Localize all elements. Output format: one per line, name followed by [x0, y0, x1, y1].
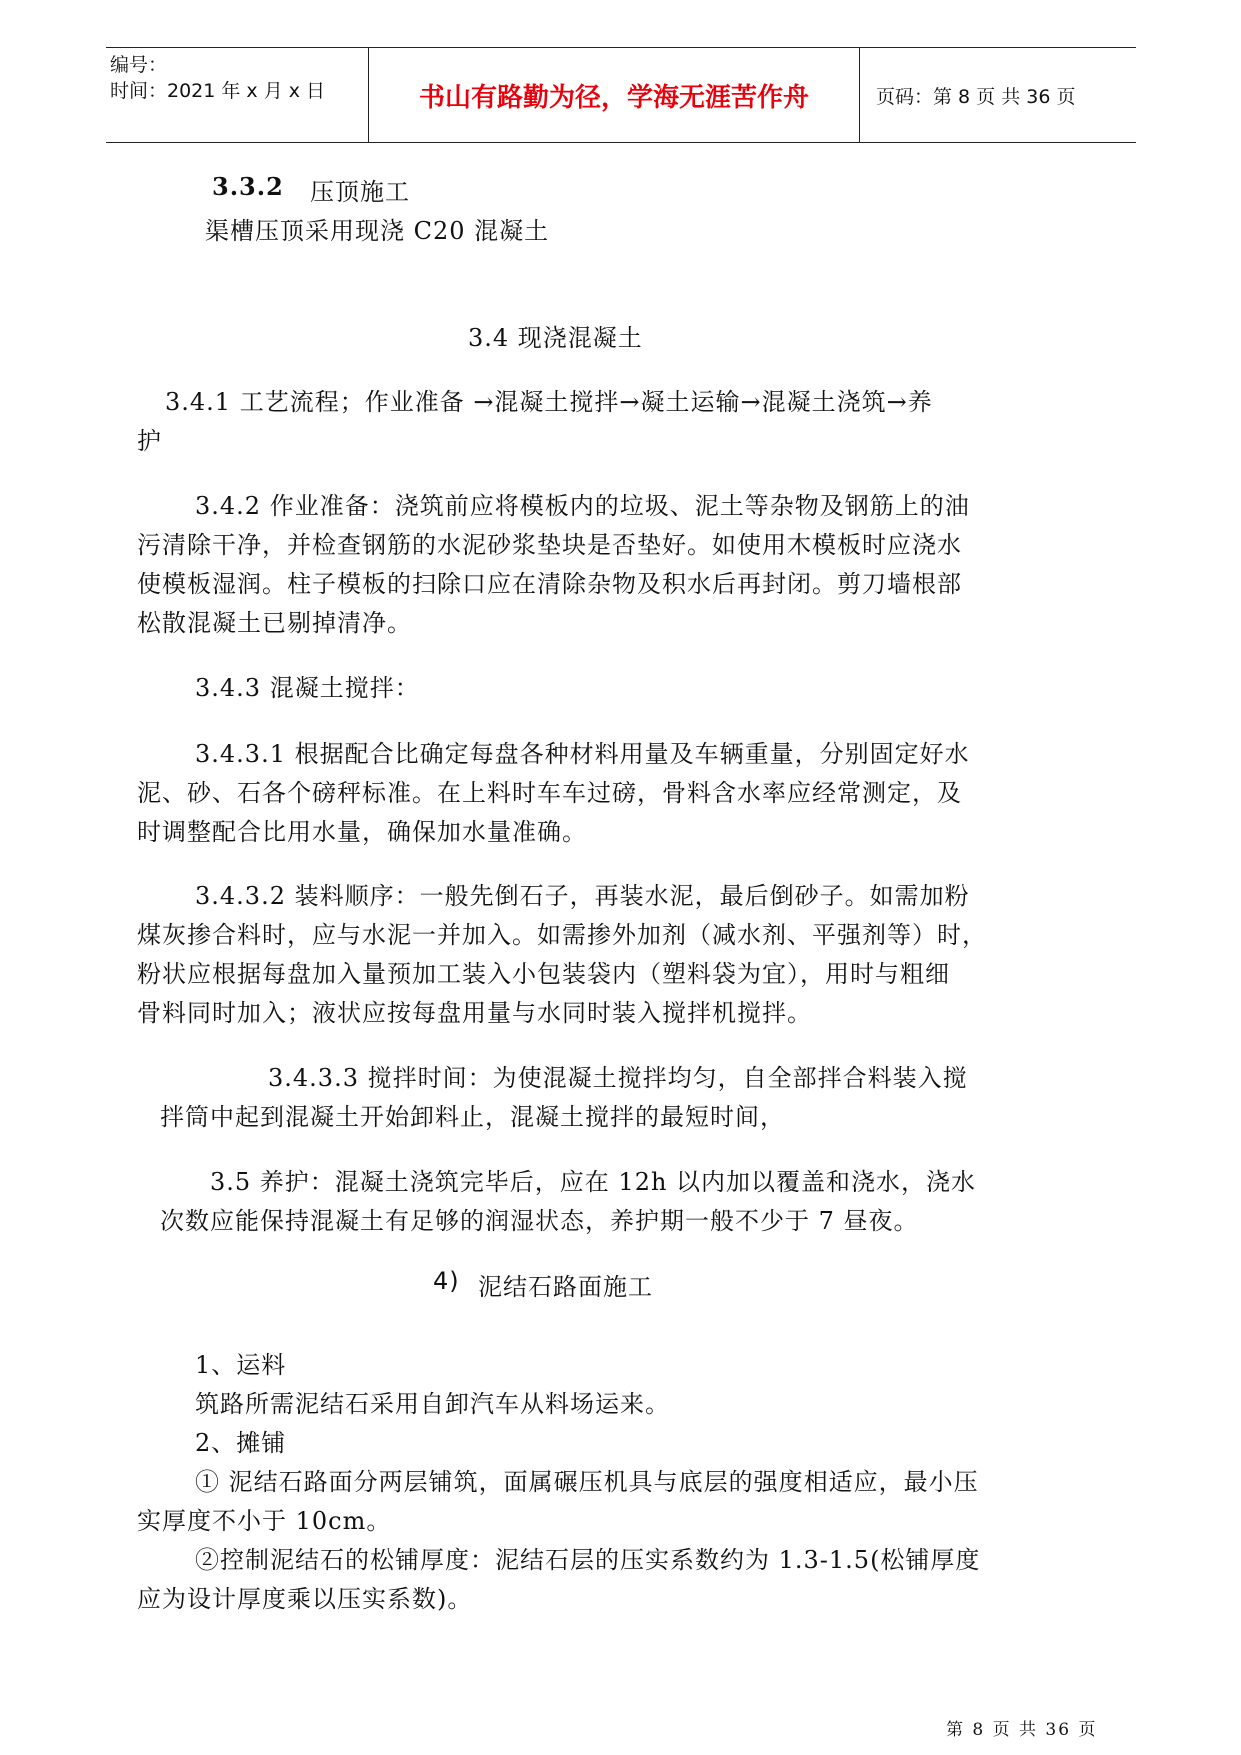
paragraph-line: 污清除干净，并检查钢筋的水泥砂浆垫块是否垫好。如使用木模板时应浇水 [137, 531, 962, 559]
time-label: 时间：2021 年 x 月 x 日 [110, 80, 326, 102]
paragraph-line: 3.4.3.1 根据配合比确定每盘各种材料用量及车辆重量，分别固定好水 [195, 740, 970, 768]
paragraph-line: 应为设计厚度乘以压实系数)。 [137, 1585, 473, 1613]
paragraph-line: 拌筒中起到混凝土开始卸料止，混凝土搅拌的最短时间， [160, 1103, 785, 1131]
paragraph-line: 3.4.3.2 装料顺序：一般先倒石子，再装水泥，最后倒砂子。如需加粉 [195, 882, 970, 910]
header-motto-cell [368, 48, 860, 142]
paragraph-line: 骨料同时加入；液状应按每盘用量与水同时装入搅拌机搅拌。 [137, 999, 812, 1027]
section-heading-3-4: 3.4 现浇混凝土 [468, 324, 643, 352]
paragraph-line: ②控制泥结石的松铺厚度：泥结石层的压实系数约为 1.3-1.5(松铺厚度 [195, 1546, 981, 1574]
page-header [106, 47, 1136, 143]
paragraph-line: 3.4.1 工艺流程；作业准备 →混凝土搅拌→凝土运输→混凝土浇筑→养 [165, 388, 933, 416]
page-footer: 第 8 页 共 36 页 [946, 1720, 1098, 1740]
paragraph-line: 泥、砂、石各个磅秤标准。在上料时车车过磅，骨料含水率应经常测定，及 [137, 779, 962, 807]
paragraph-line: 3.4.3.3 搅拌时间：为使混凝土搅拌均匀，自全部拌合料装入搅 [268, 1064, 968, 1092]
paragraph-line: 实厚度不小于 10cm。 [137, 1507, 392, 1535]
paragraph-line: 3.4.2 作业准备：浇筑前应将模板内的垃圾、泥土等杂物及钢筋上的油 [195, 492, 970, 520]
header-page-cell [858, 48, 1136, 142]
paragraph-line: 2、摊铺 [195, 1429, 287, 1457]
section-title-4: 泥结石路面施工 [478, 1273, 653, 1301]
paragraph-line: 时调整配合比用水量，确保加水量准确。 [137, 818, 587, 846]
page-code: 页码：第 8 页 共 36 页 [876, 85, 1076, 108]
paragraph-line: 使模板湿润。柱子模板的扫除口应在清除杂物及积水后再封闭。剪刀墙根部 [137, 570, 962, 598]
paragraph-line: 3.5 养护：混凝土浇筑完毕后，应在 12h 以内加以覆盖和浇水，浇水 [210, 1168, 977, 1196]
paragraph-line: 1、运料 [195, 1351, 287, 1379]
paragraph-line: 松散混凝土已剔掉清净。 [137, 609, 412, 637]
section-number-4: 4) [433, 1267, 460, 1295]
paragraph-line: 次数应能保持混凝土有足够的润湿状态，养护期一般不少于 7 昼夜。 [160, 1207, 919, 1235]
section-number-3-3-2: 3.3.2 [212, 172, 284, 201]
paragraph-line: 筑路所需泥结石采用自卸汽车从料场运来。 [195, 1390, 670, 1418]
paragraph-line: 煤灰掺合料时，应与水泥一并加入。如需掺外加剂（减水剂、平强剂等）时， [137, 921, 987, 949]
header-left-cell [106, 48, 368, 142]
paragraph-line: ① 泥结石路面分两层铺筑，面属碾压机具与底层的强度相适应，最小压 [195, 1468, 979, 1496]
motto: 书山有路勤为径，学海无涯苦作舟 [418, 82, 809, 113]
number-label: 编号： [110, 54, 168, 76]
paragraph-line: 护 [137, 427, 162, 455]
section-title-3-3-2: 压顶施工 [310, 178, 410, 206]
paragraph-line: 粉状应根据每盘加入量预加工装入小包装袋内（塑料袋为宜），用时与粗细 [137, 960, 950, 988]
paragraph-line: 3.4.3 混凝土搅拌： [195, 674, 420, 702]
paragraph-line: 渠槽压顶采用现浇 C20 混凝土 [205, 217, 550, 245]
